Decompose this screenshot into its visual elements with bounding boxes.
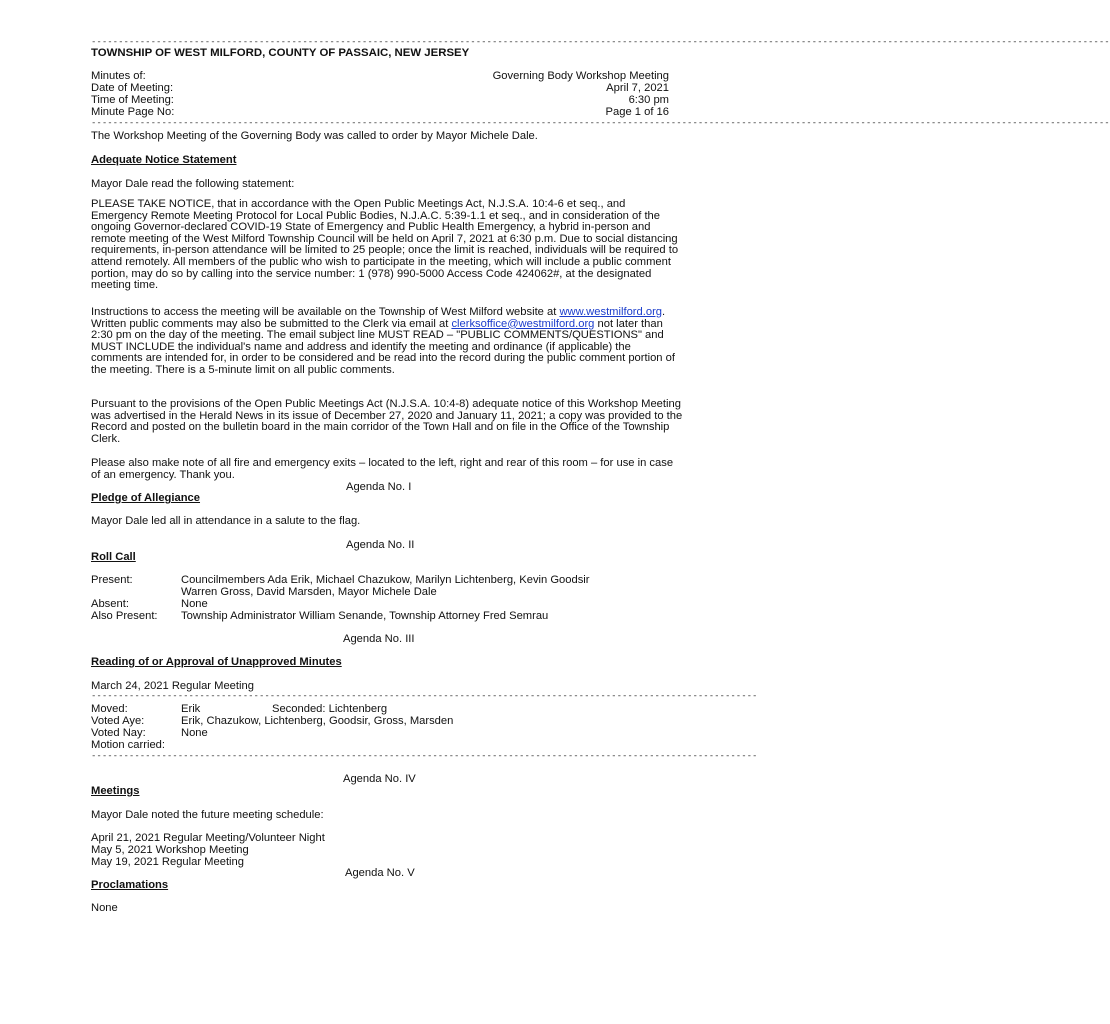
voted-aye-label: Voted Aye: — [91, 715, 145, 727]
minutes-heading: Reading of or Approval of Unapproved Minutes — [91, 656, 342, 668]
label-minute-page-no: Minute Page No: — [91, 106, 175, 118]
proclamations-heading: Proclamations — [91, 879, 169, 891]
present-label: Present: — [91, 574, 133, 586]
notice-paragraph-4: Please also make note of all fire and emergency exits – located to the left, right and rear of this room – for use in case of an emergency. Thank you. — [91, 457, 674, 481]
adequate-notice-heading: Adequate Notice Statement — [91, 154, 237, 166]
moved-label: Moved: — [91, 703, 128, 715]
meeting-item: April 21, 2021 Regular Meeting/Volunteer Night — [91, 832, 325, 844]
absent-value: None — [181, 598, 208, 610]
notice-paragraph-1: PLEASE TAKE NOTICE, that in accordance with the Open Public Meetings Act, N.J.S.A. 10:4-6 et seq., and Emergency Remote Meeting Protocol for Local Public Bodies, N.J.A.C. 5:39-1.1 et seq., and in consideration of the ongoing Governor-declared COVID-19 State of Emergency and Public Health Emergency, a hybrid in-person and remote meeting of the West Milford Township Council will be held on April 7, 2021 at 6:30 p.m. Due to social distancing requirements, in-person attendance will be limited to 25 people; once the limit is reached, individuals will be required to attend remotely. All members of the public who wish to participate in the meeting, which will include a public comment portion, may do so by calling into the service number: 1 (978) 990-5000 Access Code 424062#, at the designated meeting time. — [91, 198, 679, 292]
meeting-item: May 5, 2021 Workshop Meeting — [91, 844, 249, 856]
clerk-email-link[interactable]: clerksoffice@westmilford.org — [451, 317, 595, 330]
value-date-of-meeting: April 7, 2021 — [606, 82, 669, 94]
notice-paragraph-3: Pursuant to the provisions of the Open Public Meetings Act (N.J.S.A. 10:4-8) adequate notice of this Workshop Meeting was advertised in the Herald News in its issue of December 27, 2020 and January 11, 2021; a copy was provided to the Record and posted on the bulletin board in the main corridor of the Town Hall and on file in the Office of the Township Clerk. — [91, 398, 683, 445]
proclamations-text: None — [91, 902, 118, 914]
adequate-notice-intro: Mayor Dale read the following statement: — [91, 178, 295, 190]
header-dash-rule: -------------------------------------------------------------------------------------------------------------------------------------------------------------------------------------------- — [91, 118, 1110, 128]
top-dash-rule: -------------------------------------------------------------------------------------------------------------------------------------------------------------------------------------------- — [91, 37, 1110, 47]
minutes-dash-rule-top: --------------------------------------------------------------------------------------------------------------------------- — [91, 691, 758, 701]
meeting-item: May 19, 2021 Regular Meeting — [91, 856, 244, 868]
meetings-intro: Mayor Dale noted the future meeting schedule: — [91, 809, 324, 821]
label-time-of-meeting: Time of Meeting: — [91, 94, 174, 106]
present-value-line-1: Councilmembers Ada Erik, Michael Chazukow, Marilyn Lichtenberg, Kevin Goodsir — [181, 574, 590, 586]
agenda-number-1: Agenda No. I — [346, 481, 412, 493]
also-present-label: Also Present: — [91, 610, 158, 622]
motion-carried-text: Motion carried: — [91, 739, 165, 751]
website-link[interactable]: www.westmilford.org — [559, 306, 663, 318]
label-minutes-of: Minutes of: — [91, 70, 146, 82]
notice-p2-text-c: not later than 2:30 pm on the day of the meeting. The email subject line MUST READ – "PUBLIC COMMENTS/QUESTIONS" and MUST INCLUDE the individual's name and address and identify the meeting and ordinance (if applicable) the comments are intended for, in order to be considered and be read into the record during the public comment portion of the meeting. There is a 5-minute limit on all public comments. — [91, 317, 675, 376]
absent-label: Absent: — [91, 598, 129, 610]
notice-paragraph-2 — [91, 307, 685, 377]
notice-p2-text-b: . Written public comments may also be submitted to the Clerk via email at — [91, 306, 666, 330]
pledge-text: Mayor Dale led all in attendance in a salute to the flag. — [91, 515, 361, 527]
roll-call-heading: Roll Call — [91, 551, 136, 563]
present-value-line-2: Warren Gross, David Marsden, Mayor Michele Dale — [181, 586, 437, 598]
label-date-of-meeting: Date of Meeting: — [91, 82, 174, 94]
call-to-order-text: The Workshop Meeting of the Governing Body was called to order by Mayor Michele Dale. — [91, 130, 538, 142]
value-minutes-of: Governing Body Workshop Meeting — [492, 70, 669, 82]
value-time-of-meeting: 6:30 pm — [628, 94, 669, 106]
voted-nay-value: None — [181, 727, 208, 739]
also-present-value: Township Administrator William Senande, Township Attorney Fred Semrau — [181, 610, 549, 622]
notice-p2-text-a: Instructions to access the meeting will be available on the Township of West Milford website at — [91, 306, 560, 318]
pledge-heading: Pledge of Allegiance — [91, 492, 201, 504]
seconded-text: Seconded: Lichtenberg — [272, 703, 388, 715]
minutes-meeting-date: March 24, 2021 Regular Meeting — [91, 680, 254, 692]
voted-aye-value: Erik, Chazukow, Lichtenberg, Goodsir, Gross, Marsden — [181, 715, 454, 727]
voted-nay-label: Voted Nay: — [91, 727, 146, 739]
agenda-number-5: Agenda No. V — [345, 867, 415, 879]
agenda-number-4: Agenda No. IV — [343, 773, 416, 785]
document-title: TOWNSHIP OF WEST MILFORD, COUNTY OF PASSAIC, NEW JERSEY — [91, 47, 470, 59]
minutes-dash-rule-bottom: --------------------------------------------------------------------------------------------------------------------------- — [91, 751, 758, 761]
agenda-number-2: Agenda No. II — [346, 539, 415, 551]
moved-value: Erik — [181, 703, 201, 715]
agenda-number-3: Agenda No. III — [343, 633, 415, 645]
meetings-heading: Meetings — [91, 785, 140, 797]
value-minute-page-no: Page 1 of 16 — [605, 106, 669, 118]
